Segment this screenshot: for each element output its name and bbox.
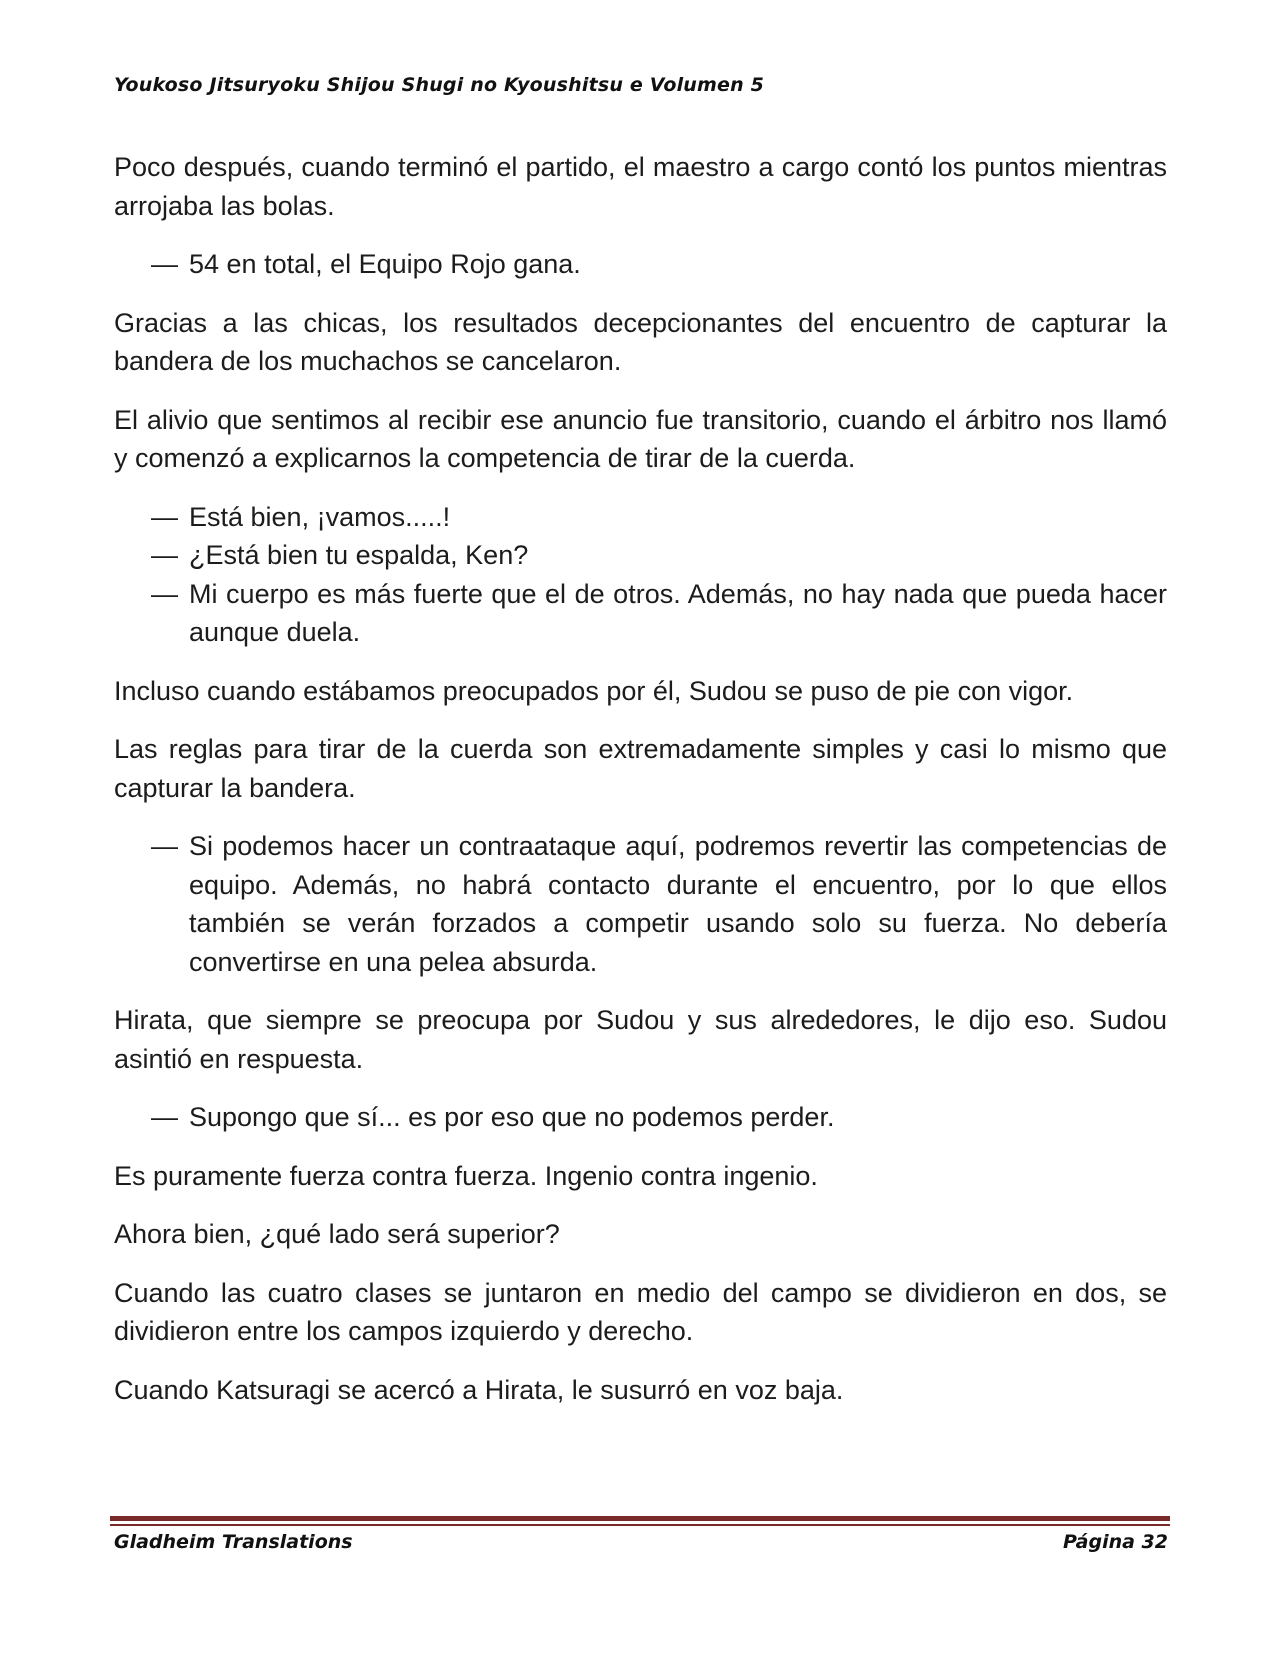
dialog-dash: —	[151, 1102, 178, 1132]
paragraph: Cuando las cuatro clases se juntaron en medio del campo se dividieron en dos, se dividieron entre los campos izquierdo y derecho.	[114, 1277, 1167, 1346]
paragraph: Hirata, que siempre se preocupa por Sudou y sus alrededores, le dijo eso. Sudou asintió en respuesta.	[114, 1005, 1167, 1074]
page-body	[114, 148, 1167, 1429]
footer-divider-thin	[110, 1524, 1170, 1526]
dialog-text: Mi cuerpo es más fuerte que el de otros. Además, no hay nada que pueda hacer aunque duela.	[189, 578, 1167, 647]
dialog-line	[114, 575, 1167, 652]
dialog-line	[114, 536, 1167, 575]
paragraph: El alivio que sentimos al recibir ese anuncio fue transitorio, cuando el árbitro nos llamó y comenzó a explicarnos la competencia de tirar de la cuerda.	[114, 404, 1167, 473]
footer-page-number: Página 32	[1062, 1531, 1168, 1553]
dialog-text: Supongo que sí... es por eso que no podemos perder.	[189, 1102, 835, 1132]
footer-divider	[110, 1516, 1170, 1521]
dialog-dash: —	[151, 831, 178, 861]
paragraph: Cuando Katsuragi se acercó a Hirata, le susurró en voz baja.	[114, 1374, 844, 1405]
dialog-group	[114, 827, 1167, 981]
paragraph: Incluso cuando estábamos preocupados por él, Sudou se puso de pie con vigor.	[114, 675, 1074, 706]
dialog-text: ¿Está bien tu espalda, Ken?	[189, 540, 529, 570]
dialog-group	[114, 245, 1167, 284]
dialog-dash: —	[151, 501, 178, 532]
dialog-text: 54 en total, el Equipo Rojo gana.	[189, 249, 581, 279]
dialog-dash: —	[151, 540, 178, 570]
dialog-dash: —	[151, 578, 178, 609]
paragraph: Ahora bien, ¿qué lado será superior?	[114, 1219, 560, 1249]
dialog-group	[114, 1098, 1167, 1137]
dialog-line	[114, 1098, 1167, 1137]
dialog-line	[114, 498, 1167, 537]
paragraph: Es puramente fuerza contra fuerza. Ingenio contra ingenio.	[114, 1160, 818, 1191]
dialog-dash: —	[151, 249, 178, 279]
footer-translator: Gladheim Translations	[114, 1531, 353, 1553]
dialog-line	[114, 827, 1167, 981]
paragraph: Poco después, cuando terminó el partido, el maestro a cargo contó los puntos mientras arrojaba las bolas.	[114, 152, 1167, 221]
paragraph: Las reglas para tirar de la cuerda son extremadamente simples y casi lo mismo que capturar la bandera.	[114, 734, 1167, 803]
page-header-title: Youkoso Jitsuryoku Shijou Shugi no Kyoushitsu e Volumen 5	[114, 74, 765, 96]
dialog-text: Está bien, ¡vamos.....!	[189, 501, 451, 532]
dialog-group	[114, 498, 1167, 652]
dialog-line	[114, 245, 1167, 284]
paragraph: Gracias a las chicas, los resultados decepcionantes del encuentro de capturar la bandera de los muchachos se cancelaron.	[114, 307, 1167, 376]
dialog-text: Si podemos hacer un contraataque aquí, podremos revertir las competencias de equipo. Además, no habrá contacto durante el encuentro, por lo que ellos también se verán forzados a competir usando solo su fuerza. No debería convertirse en una pelea absurda.	[189, 831, 1167, 977]
